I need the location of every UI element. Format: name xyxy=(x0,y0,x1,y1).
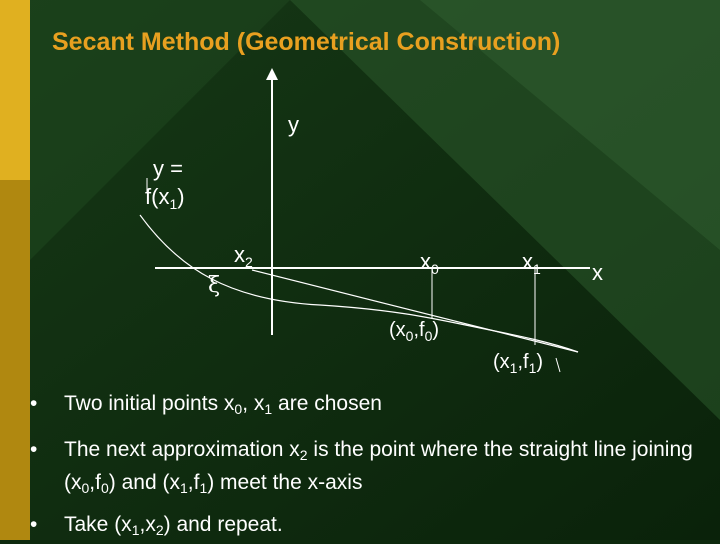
x1-label: $x_1$ xyxy=(522,249,541,277)
x2-label: $x_2$ xyxy=(234,242,253,270)
f-x1-label: $f(x_1)$ xyxy=(145,184,185,212)
y-axis-arrow xyxy=(266,68,278,80)
x-axis-label: x xyxy=(592,260,603,285)
point-x0-f0-label: $(x_0,f_0)$ xyxy=(389,319,440,344)
bullet-dot: • xyxy=(30,438,38,461)
x0-label: $x_0$ xyxy=(420,249,439,277)
function-curve xyxy=(140,215,578,352)
y-axis-label: y xyxy=(288,112,299,137)
y-equals-label: y = xyxy=(153,156,183,181)
bullet-dot: • xyxy=(30,513,38,536)
bullet-initial-points: • Two initial points $x_0$, $x_1$ are chosen xyxy=(30,392,382,417)
bullet-next-approximation: • The next approximation $x_2$ is the point where the straight line joining $(x_0,f_0)$ and $(x_1,f_1)$ meet the x-axis xyxy=(30,438,693,496)
xi-root-label: ξ xyxy=(208,273,221,298)
bullet-repeat: • Take $(x_1,x_2)$ and repeat. xyxy=(30,513,283,538)
bullet-dot: • xyxy=(30,392,38,415)
point-x1-f1-label: $(x_1,f_1)$ xyxy=(493,351,544,376)
slide-title: Secant Method (Geometrical Construction) xyxy=(52,28,561,56)
p1-tick xyxy=(556,358,560,372)
